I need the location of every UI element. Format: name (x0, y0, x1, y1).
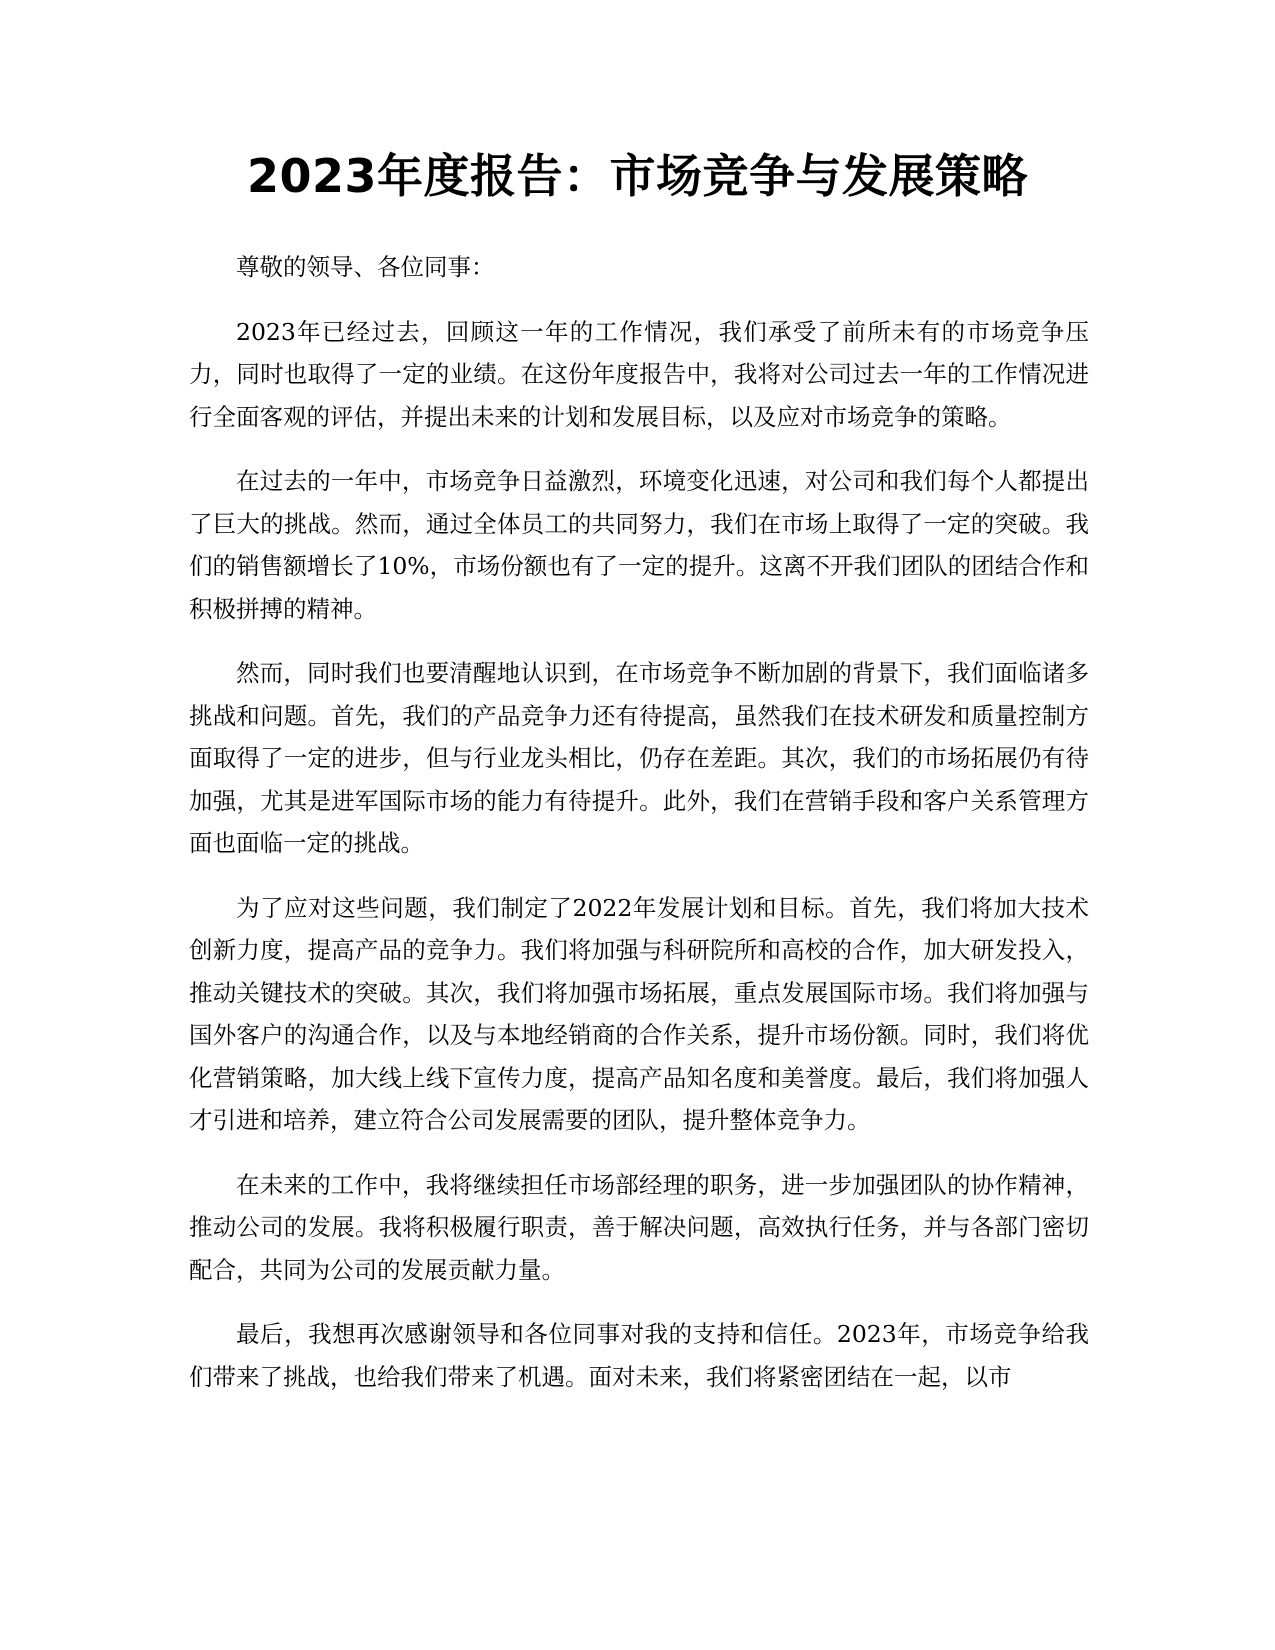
document-title: 2023年度报告：市场竞争与发展策略 (246, 149, 1029, 203)
paragraph-closing: 最后，我想再次感谢领导和各位同事对我的支持和信任。2023年，市场竞争给我们带来了挑战，也给我们带来了机遇。面对未来，我们将紧密团结在一起，以市 (189, 1320, 1089, 1391)
paragraph-review: 2023年已经过去，回顾这一年的工作情况，我们承受了前所未有的市场竞争压力，同时也取得了一定的业绩。在这份年度报告中，我将对公司过去一年的工作情况进行全面客观的评估，并提出未来的计划和发展目标，以及应对市场竞争的策略。 (189, 317, 1089, 431)
document-body (189, 246, 1089, 1420)
paragraph-achievements: 在过去的一年中，市场竞争日益激烈，环境变化迅速，对公司和我们每个人都提出了巨大的挑战。然而，通过全体员工的共同努力，我们在市场上取得了一定的突破。我们的销售额增长了10%，市场份额也有了一定的提升。这离不开我们团队的团结合作和积极拼搏的精神。 (189, 467, 1089, 623)
paragraph-challenges: 然而，同时我们也要清醒地认识到，在市场竞争不断加剧的背景下，我们面临诸多挑战和问题。首先，我们的产品竞争力还有待提高，虽然我们在技术研发和质量控制方面取得了一定的进步，但与行业龙头相比，仍存在差距。其次，我们的市场拓展仍有待加强，尤其是进军国际市场的能力有待提升。此外，我们在营销手段和客户关系管理方面也面临一定的挑战。 (189, 659, 1089, 857)
paragraph-commitment: 在未来的工作中，我将继续担任市场部经理的职务，进一步加强团队的协作精神，推动公司的发展。我将积极履行职责，善于解决问题，高效执行任务，并与各部门密切配合，共同为公司的发展贡献力量。 (189, 1170, 1089, 1284)
paragraph-plans: 为了应对这些问题，我们制定了2022年发展计划和目标。首先，我们将加大技术创新力度，提高产品的竞争力。我们将加强与科研院所和高校的合作，加大研发投入，推动关键技术的突破。其次，我们将加强市场拓展，重点发展国际市场。我们将加强与国外客户的沟通合作，以及与本地经销商的合作关系，提升市场份额。同时，我们将优化营销策略，加大线上线下宣传力度，提高产品知名度和美誉度。最后，我们将加强人才引进和培养，建立符合公司发展需要的团队，提升整体竞争力。 (189, 893, 1089, 1134)
salutation: 尊敬的领导、各位同事： (236, 253, 495, 281)
